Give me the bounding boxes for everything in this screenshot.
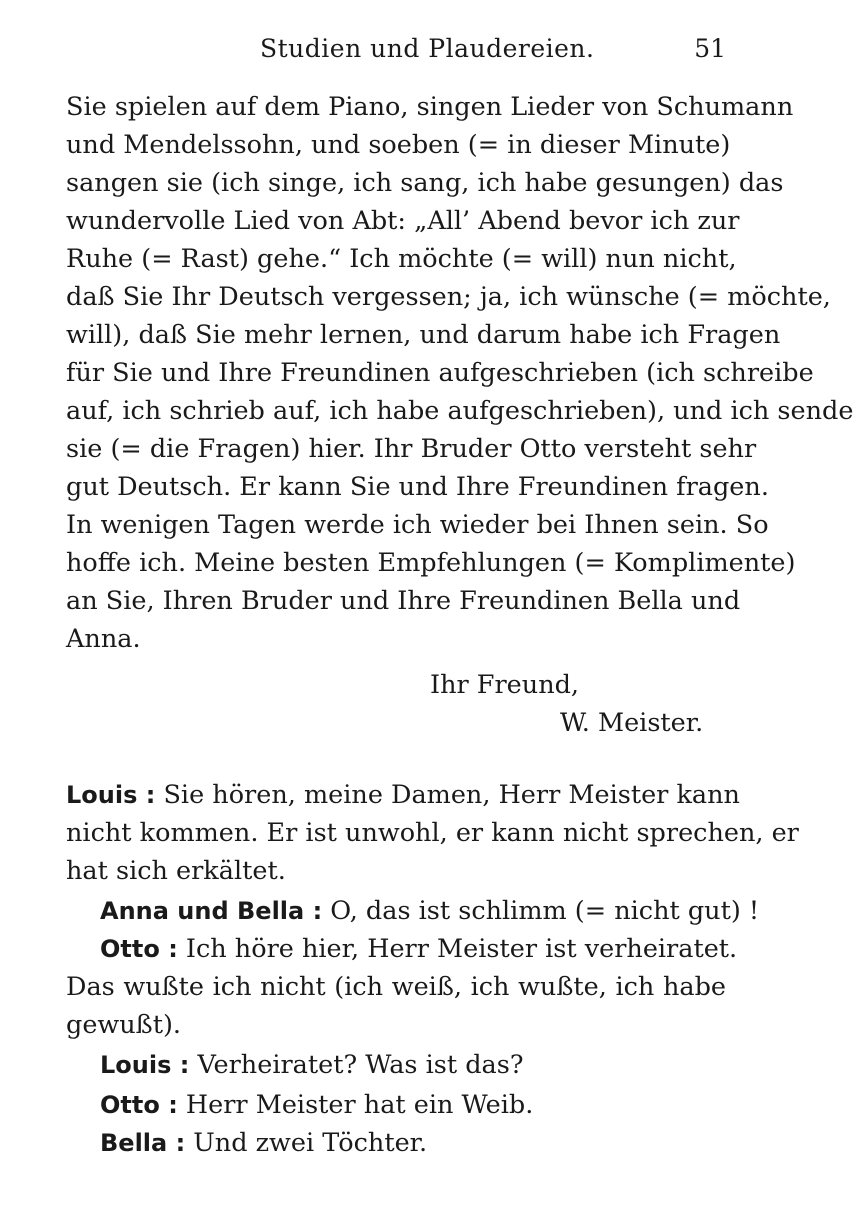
dialogue-text: Und zwei Töchter. — [193, 1128, 428, 1158]
text-line: hoffe ich. Meine besten Empfehlungen (= Komplimente) — [66, 548, 796, 578]
dialogue-line — [66, 776, 740, 814]
letter-signature: W. Meister. — [560, 708, 704, 738]
running-head: Studien und Plaudereien. — [260, 34, 595, 63]
text-line: und Mendelssohn, und soeben (= in dieser Minute) — [66, 130, 731, 160]
dialogue-line — [100, 1086, 740, 1124]
text-line: In wenigen Tagen werde ich wieder bei Ihnen sein. So — [66, 510, 769, 540]
text-line: auf, ich schrieb auf, ich habe aufgeschrieben), und ich sende — [66, 396, 853, 426]
text-line: Ruhe (= Rast) gehe.“ Ich möchte (= will) nun nicht, — [66, 244, 737, 274]
dialogue-line — [100, 892, 760, 930]
speaker-louis: Louis : — [66, 781, 156, 809]
dialogue-continuation: nicht kommen. Er ist unwohl, er kann nicht sprechen, er — [66, 818, 799, 848]
speaker-otto: Otto : — [100, 935, 178, 963]
speaker-louis: Louis : — [100, 1051, 190, 1079]
text-line: sie (= die Fragen) hier. Ihr Bruder Otto versteht sehr — [66, 434, 757, 464]
dialogue-text: Sie hören, meine Damen, Herr Meister kann — [163, 780, 740, 810]
letter-closing: Ihr Freund, — [430, 670, 580, 700]
text-line: wundervolle Lied von Abt: „All’ Abend bevor ich zur — [66, 206, 740, 236]
page-header — [66, 30, 726, 66]
text-line: Sie spielen auf dem Piano, singen Lieder von Schumann — [66, 92, 794, 122]
dialogue-text: Ich höre hier, Herr Meister ist verheiratet. — [185, 934, 738, 964]
text-line: will), daß Sie mehr lernen, und darum habe ich Fragen — [66, 320, 781, 350]
dialogue-continuation: gewußt). — [66, 1010, 181, 1040]
dialogue-text: Herr Meister hat ein Weib. — [185, 1090, 534, 1120]
dialogue-continuation: hat sich erkältet. — [66, 856, 286, 886]
dialogue-line — [100, 930, 738, 968]
text-line: sangen sie (ich singe, ich sang, ich habe gesungen) das — [66, 168, 784, 198]
text-line: daß Sie Ihr Deutsch vergessen; ja, ich wünsche (= möchte, — [66, 282, 831, 312]
dialogue-line — [100, 1124, 740, 1162]
speaker-bella: Bella : — [100, 1129, 186, 1157]
dialogue-line — [100, 1046, 740, 1084]
dialogue-continuation: Das wußte ich nicht (ich weiß, ich wußte, ich habe — [66, 972, 726, 1002]
page-number: 51 — [694, 34, 726, 63]
dialogue-text: O, das ist schlimm (= nicht gut) ! — [330, 896, 760, 926]
dialogue-text: Verheiratet? Was ist das? — [197, 1050, 524, 1080]
speaker-otto: Otto : — [100, 1091, 178, 1119]
text-line: an Sie, Ihren Bruder und Ihre Freundinen Bella und — [66, 586, 741, 616]
text-line: Anna. — [66, 624, 141, 654]
speaker-anna-und-bella: Anna und Bella : — [100, 897, 323, 925]
text-line: für Sie und Ihre Freundinen aufgeschrieben (ich schreibe — [66, 358, 814, 388]
text-line: gut Deutsch. Er kann Sie und Ihre Freundinen fragen. — [66, 472, 769, 502]
